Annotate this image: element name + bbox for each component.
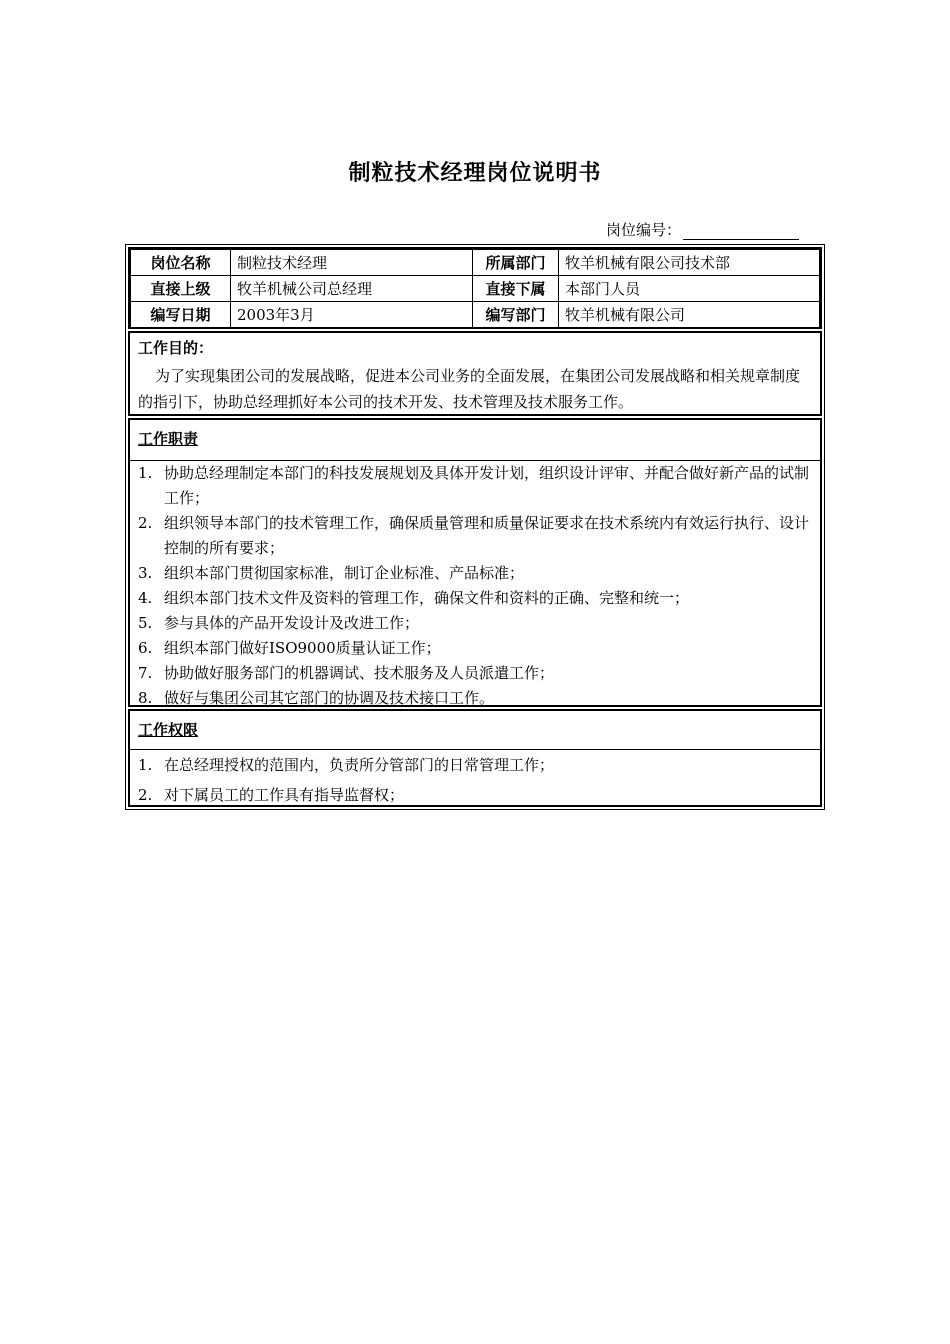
authority-number: 1.: [138, 756, 153, 774]
duties-section: [128, 418, 822, 707]
purpose-heading: 工作目的：: [138, 339, 214, 357]
duty-text: 组织本部门贯彻国家标准，制订企业标准、产品标准；: [164, 564, 525, 582]
duty-text: 做好与集团公司其它部门的协调及技术接口工作。: [164, 689, 495, 707]
position-number: [606, 219, 799, 240]
duty-item: [130, 511, 820, 561]
info-value: 牧羊机械公司总经理: [231, 276, 473, 302]
duty-text: 组织本部门做好ISO9000质量认证工作；: [164, 639, 441, 657]
position-number-blank[interactable]: [683, 225, 799, 240]
duty-item: [130, 586, 820, 611]
duty-text: 组织领导本部门的技术管理工作，确保质量管理和质量保证要求在技术系统内有效运行执行、设计控制的所有要求；: [164, 514, 810, 557]
info-value: 牧羊机械有限公司技术部: [559, 250, 820, 276]
info-label: 直接上级: [131, 276, 231, 302]
authority-item: [130, 750, 820, 780]
position-number-label: 岗位编号：: [606, 221, 682, 239]
info-label: 编写部门: [473, 302, 559, 328]
duty-number: 2.: [138, 514, 153, 532]
info-value: 制粒技术经理: [231, 250, 473, 276]
duty-number: 1.: [138, 464, 153, 482]
duty-text: 协助总经理制定本部门的科技发展规划及具体开发计划，组织设计评审、并配合做好新产品的试制工作；: [164, 464, 810, 507]
info-row: [131, 302, 820, 328]
duty-text: 协助做好服务部门的机器调试、技术服务及人员派遣工作；: [164, 664, 555, 682]
duty-item: [130, 461, 820, 511]
duty-number: 5.: [138, 614, 153, 632]
info-value: 本部门人员: [559, 276, 820, 302]
info-label: 直接下属: [473, 276, 559, 302]
duty-number: 8.: [138, 689, 153, 707]
info-label: 编写日期: [131, 302, 231, 328]
authority-number: 2.: [138, 786, 153, 804]
duty-number: 4.: [138, 589, 153, 607]
info-label: 岗位名称: [131, 250, 231, 276]
duty-item: [130, 611, 820, 636]
duty-item: [130, 686, 820, 711]
info-label: 所属部门: [473, 250, 559, 276]
authority-heading: 工作权限: [138, 721, 199, 739]
duty-item: [130, 661, 820, 686]
authority-text: 在总经理授权的范围内，负责所分管部门的日常管理工作；: [164, 756, 555, 774]
duty-item: [130, 636, 820, 661]
duty-number: 7.: [138, 664, 153, 682]
info-value: 牧羊机械有限公司: [559, 302, 820, 328]
authority-item: [130, 780, 820, 810]
purpose-section: [128, 331, 822, 416]
duty-text: 参与具体的产品开发设计及改进工作；: [164, 614, 420, 632]
info-table-box: [128, 247, 822, 329]
info-value: 2003年3月: [231, 302, 473, 328]
authority-section: [128, 709, 822, 807]
duty-text: 组织本部门技术文件及资料的管理工作，确保文件和资料的正确、完整和统一；: [164, 589, 690, 607]
page-title: 制粒技术经理岗位说明书: [348, 161, 602, 186]
duty-number: 6.: [138, 639, 153, 657]
duties-heading: 工作职责: [138, 430, 199, 448]
info-table: [130, 249, 820, 328]
authority-text: 对下属员工的工作具有指导监督权；: [164, 786, 405, 804]
info-row: [131, 250, 820, 276]
info-row: [131, 276, 820, 302]
purpose-text: 为了实现集团公司的发展战略，促进本公司业务的全面发展，在集团公司发展战略和相关规章制度的指引下，协助总经理抓好本公司的技术开发、技术管理及技术服务工作。: [138, 367, 801, 411]
duty-item: [130, 561, 820, 586]
duty-number: 3.: [138, 564, 153, 582]
